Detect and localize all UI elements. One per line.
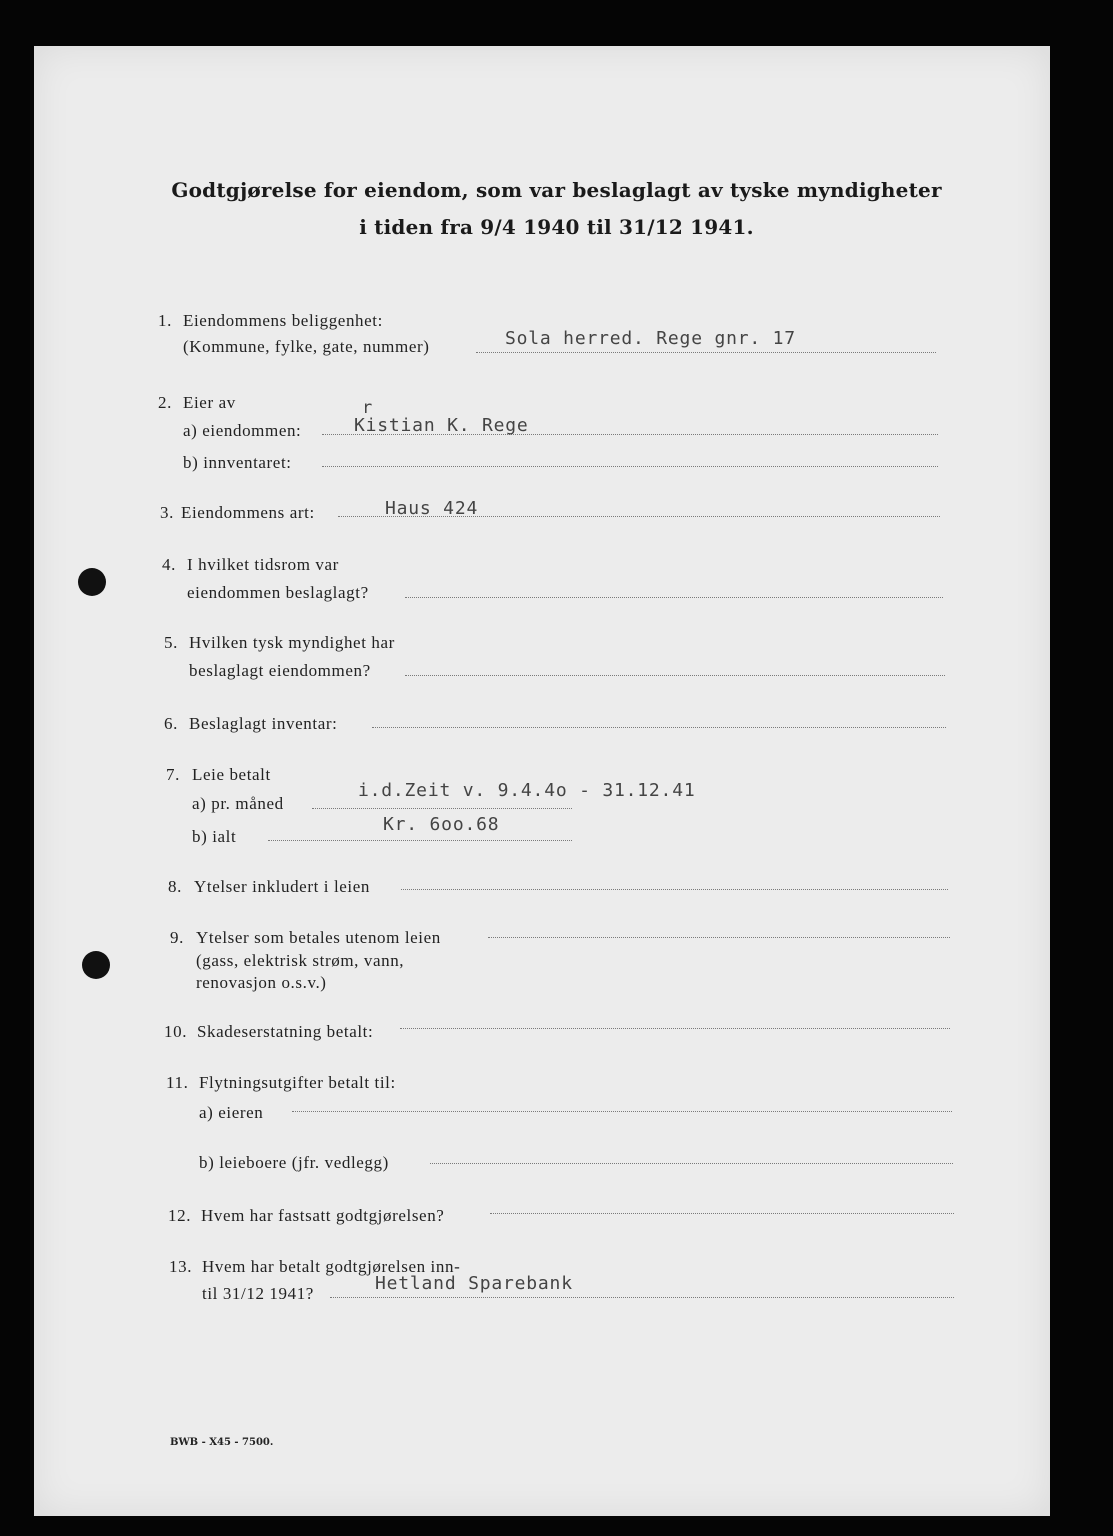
item-number: 2.: [158, 393, 172, 412]
item-number: 11.: [166, 1073, 189, 1092]
fill-line: [476, 352, 936, 353]
item-label: Skadeserstatning betalt:: [197, 1022, 374, 1041]
fill-line: [400, 1028, 950, 1029]
item-number: 13.: [169, 1257, 193, 1276]
fill-line: [268, 840, 572, 841]
location-value[interactable]: Sola herred. Rege gnr. 17: [505, 328, 796, 349]
handwritten-insert: r: [362, 398, 374, 418]
item-number: 1.: [158, 311, 172, 330]
item-sublabel: renovasjon o.s.v.): [196, 973, 327, 992]
fill-line: [330, 1297, 954, 1298]
item-sublabel: b) leieboere (jfr. vedlegg): [199, 1153, 389, 1172]
form-title: Godtgjørelse for eiendom, som var beslaglagt av tyske myndigheter: [171, 178, 942, 202]
item-number: 9.: [170, 928, 184, 947]
item-label: Beslaglagt inventar:: [189, 714, 338, 733]
item-sublabel: eiendommen beslaglagt?: [187, 583, 369, 602]
item-number: 8.: [168, 877, 182, 896]
item-number: 3.: [160, 503, 174, 522]
fill-line: [401, 889, 948, 890]
item-sublabel: (Kommune, fylke, gate, nummer): [183, 337, 430, 356]
total-rent-value[interactable]: Kr. 6oo.68: [383, 814, 500, 835]
fill-line: [292, 1111, 952, 1112]
form-code: BWB - X45 - 7500.: [170, 1437, 274, 1448]
item-sublabel: beslaglagt eiendommen?: [189, 661, 371, 680]
monthly-rent-value[interactable]: i.d.Zeit v. 9.4.4o - 31.12.41: [358, 780, 696, 801]
fill-line: [488, 937, 950, 938]
item-sublabel: b) innventaret:: [183, 453, 292, 472]
item-number: 10.: [164, 1022, 188, 1041]
item-label: Leie betalt: [192, 765, 271, 784]
item-sublabel: (gass, elektrisk strøm, vann,: [196, 951, 405, 970]
item-label: Eiendommens beliggenhet:: [183, 311, 383, 330]
punch-hole: [82, 951, 110, 979]
item-label: Eiendommens art:: [181, 503, 315, 522]
payer-value[interactable]: Hetland Sparebank: [375, 1273, 573, 1294]
fill-line: [405, 675, 945, 676]
item-label: Flytningsutgifter betalt til:: [199, 1073, 396, 1092]
item-label: Ytelser inkludert i leien: [194, 877, 370, 896]
item-label: I hvilket tidsrom var: [187, 555, 339, 574]
fill-line: [322, 466, 938, 467]
item-number: 5.: [164, 633, 178, 652]
punch-hole: [78, 568, 106, 596]
item-number: 4.: [162, 555, 176, 574]
item-number: 6.: [164, 714, 178, 733]
item-sublabel: b) ialt: [192, 827, 237, 846]
item-sublabel: a) eiendommen:: [183, 421, 302, 440]
fill-line: [372, 727, 946, 728]
item-label: Ytelser som betales utenom leien: [196, 928, 441, 947]
owner-value[interactable]: Kistian K. Rege: [354, 415, 529, 436]
item-label: Hvilken tysk myndighet har: [189, 633, 395, 652]
item-label: Eier av: [183, 393, 236, 412]
item-sublabel: a) pr. måned: [192, 794, 284, 813]
item-label: Hvem har betalt godtgjørelsen inn-: [202, 1257, 461, 1276]
fill-line: [490, 1213, 954, 1214]
fill-line: [312, 808, 572, 809]
item-sublabel: a) eieren: [199, 1103, 264, 1122]
fill-line: [430, 1163, 953, 1164]
item-number: 7.: [166, 765, 180, 784]
fill-line: [405, 597, 943, 598]
item-sublabel: til 31/12 1941?: [202, 1284, 314, 1303]
item-number: 12.: [168, 1206, 192, 1225]
property-type-value[interactable]: Haus 424: [385, 498, 479, 519]
form-subtitle: i tiden fra 9/4 1940 til 31/12 1941.: [359, 215, 754, 239]
item-label: Hvem har fastsatt godtgjørelsen?: [201, 1206, 445, 1225]
